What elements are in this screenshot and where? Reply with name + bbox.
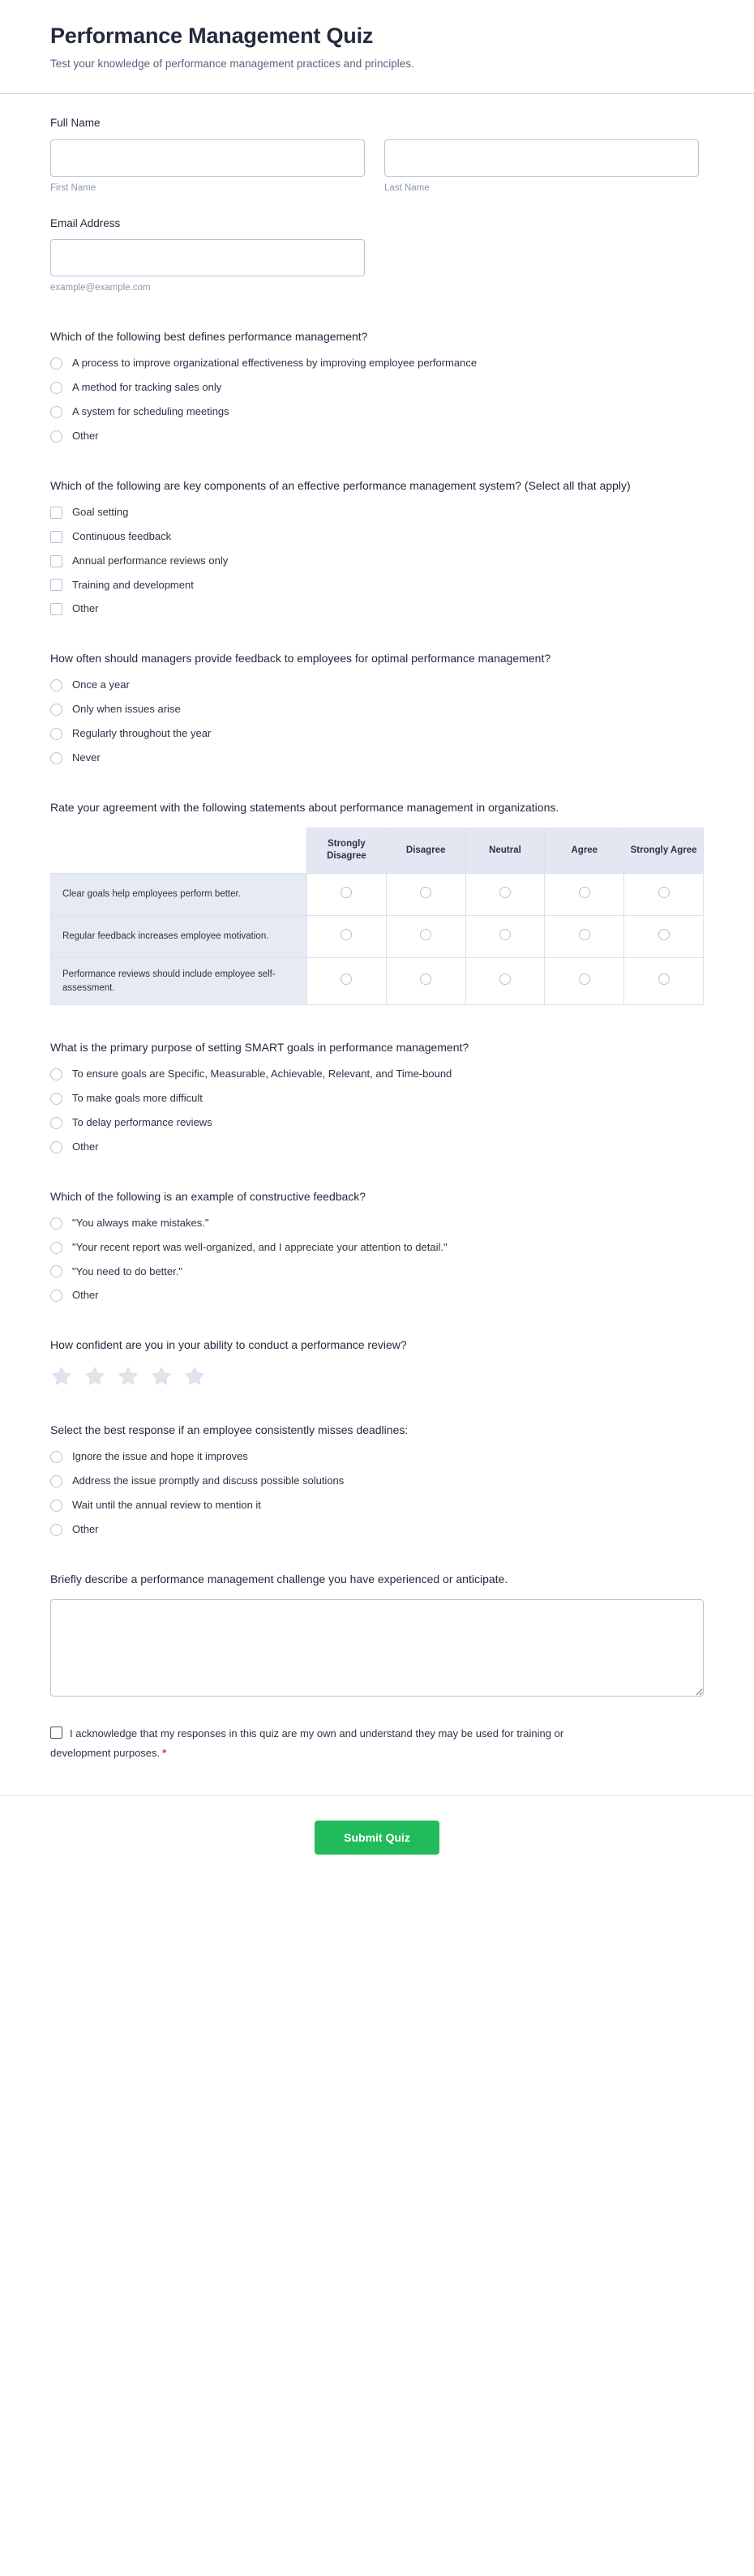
star-rating[interactable] bbox=[50, 1365, 704, 1388]
spacer bbox=[50, 1409, 704, 1422]
option-label: Other bbox=[72, 429, 99, 442]
matrix-row bbox=[51, 957, 704, 1004]
radio-icon[interactable] bbox=[50, 1068, 62, 1080]
form-footer bbox=[0, 1795, 754, 1890]
spacer bbox=[50, 464, 704, 477]
email-input[interactable] bbox=[50, 239, 365, 276]
required-marker: * bbox=[162, 1746, 167, 1759]
radio-icon[interactable] bbox=[658, 973, 670, 985]
radio-option[interactable] bbox=[50, 1499, 704, 1513]
radio-icon[interactable] bbox=[420, 973, 431, 985]
radio-option[interactable] bbox=[50, 1217, 704, 1230]
matrix-cell[interactable] bbox=[465, 957, 545, 1004]
checkbox-icon[interactable] bbox=[50, 555, 62, 567]
option-label: Annual performance reviews only bbox=[72, 554, 229, 567]
matrix-row bbox=[51, 873, 704, 915]
consent-label: I acknowledge that my responses in this quiz are my own and understand they may be used for training or development purposes. bbox=[50, 1727, 564, 1759]
question-label: How confident are you in your ability to conduct a performance review? bbox=[50, 1338, 407, 1352]
question-q5-smart-goals bbox=[50, 1039, 704, 1154]
matrix-column-header: Neutral bbox=[465, 828, 545, 873]
submit-quiz-button[interactable]: Submit Quiz bbox=[315, 1821, 439, 1855]
radio-icon[interactable] bbox=[50, 357, 62, 370]
checkbox-option[interactable] bbox=[50, 554, 704, 568]
option-label: Other bbox=[72, 1523, 99, 1535]
matrix-cell[interactable] bbox=[307, 873, 387, 915]
matrix-cell[interactable] bbox=[386, 915, 465, 957]
radio-icon[interactable] bbox=[420, 887, 431, 898]
matrix-cell[interactable] bbox=[386, 957, 465, 1004]
matrix-row-label: Performance reviews should include employee self-assessment. bbox=[51, 957, 307, 1004]
radio-option[interactable] bbox=[50, 1474, 704, 1488]
option-label: To make goals more difficult bbox=[72, 1092, 203, 1105]
matrix-row-label: Clear goals help employees perform better. bbox=[51, 873, 307, 915]
radio-icon[interactable] bbox=[50, 1242, 62, 1254]
last-name-col bbox=[384, 139, 699, 195]
question-label: What is the primary purpose of setting SMART goals in performance management? bbox=[50, 1041, 469, 1055]
agreement-matrix-table bbox=[50, 828, 704, 1005]
matrix-cell[interactable] bbox=[307, 915, 387, 957]
radio-icon[interactable] bbox=[50, 1290, 62, 1302]
checkbox-icon[interactable] bbox=[50, 579, 62, 591]
choice-list bbox=[50, 1068, 704, 1154]
field-full-name bbox=[50, 115, 704, 195]
radio-option[interactable] bbox=[50, 751, 704, 765]
question-q4-agreement-matrix bbox=[50, 799, 704, 1005]
full-name-label: Full Name bbox=[50, 117, 101, 130]
question-q2-key-components bbox=[50, 477, 704, 616]
radio-option[interactable] bbox=[50, 678, 704, 692]
checkbox-option[interactable] bbox=[50, 506, 704, 520]
last-name-hint: Last Name bbox=[384, 182, 430, 193]
option-label: Wait until the annual review to mention it bbox=[72, 1499, 261, 1512]
radio-icon[interactable] bbox=[50, 679, 62, 691]
star-icon[interactable] bbox=[150, 1365, 173, 1388]
spacer bbox=[50, 637, 704, 650]
radio-option[interactable] bbox=[50, 1068, 704, 1081]
option-label: Continuous feedback bbox=[72, 529, 172, 542]
matrix-cell[interactable] bbox=[545, 957, 624, 1004]
choice-list bbox=[50, 1217, 704, 1303]
radio-option[interactable] bbox=[50, 1523, 704, 1537]
matrix-column-header: Disagree bbox=[386, 828, 465, 873]
radio-option[interactable] bbox=[50, 703, 704, 717]
option-label: "You always make mistakes." bbox=[72, 1216, 209, 1229]
question-label: How often should managers provide feedback to employees for optimal performance management? bbox=[50, 652, 551, 665]
radio-icon[interactable] bbox=[499, 887, 511, 898]
radio-icon[interactable] bbox=[579, 929, 590, 940]
radio-option[interactable] bbox=[50, 1450, 704, 1464]
matrix-corner-cell bbox=[51, 828, 307, 873]
star-icon[interactable] bbox=[84, 1365, 106, 1388]
radio-icon[interactable] bbox=[50, 406, 62, 418]
question-label: Briefly describe a performance management challenge you have experienced or anticipate. bbox=[50, 1572, 508, 1585]
radio-icon[interactable] bbox=[50, 1451, 62, 1463]
question-label: Which of the following best defines performance management? bbox=[50, 330, 368, 344]
option-label: A method for tracking sales only bbox=[72, 381, 222, 394]
matrix-cell[interactable] bbox=[545, 873, 624, 915]
radio-icon[interactable] bbox=[50, 1500, 62, 1512]
option-label: Other bbox=[72, 602, 99, 615]
radio-icon[interactable] bbox=[50, 1117, 62, 1129]
spacer bbox=[50, 1175, 704, 1188]
option-label: Other bbox=[72, 1140, 99, 1153]
radio-icon[interactable] bbox=[50, 1093, 62, 1105]
option-label: Only when issues arise bbox=[72, 703, 181, 716]
question-q1-define-pm bbox=[50, 328, 704, 443]
matrix-cell[interactable] bbox=[465, 873, 545, 915]
matrix-row-label: Regular feedback increases employee motivation. bbox=[51, 915, 307, 957]
radio-icon[interactable] bbox=[658, 887, 670, 898]
option-label: "You need to do better." bbox=[72, 1264, 182, 1277]
radio-option[interactable] bbox=[50, 1116, 704, 1130]
radio-icon[interactable] bbox=[50, 1265, 62, 1277]
matrix-cell[interactable] bbox=[624, 957, 704, 1004]
radio-icon[interactable] bbox=[50, 728, 62, 740]
question-label: Select the best response if an employee consistently misses deadlines: bbox=[50, 1423, 409, 1437]
radio-icon[interactable] bbox=[420, 929, 431, 940]
matrix-column-header: Strongly Disagree bbox=[307, 828, 387, 873]
question-q3-feedback-frequency bbox=[50, 650, 704, 765]
question-q8-missed-deadlines bbox=[50, 1422, 704, 1537]
spacer bbox=[50, 786, 704, 799]
option-label: Address the issue promptly and discuss possible solutions bbox=[72, 1474, 345, 1487]
question-label: Rate your agreement with the following statements about performance management in organizations. bbox=[50, 800, 559, 814]
radio-option[interactable] bbox=[50, 357, 704, 370]
radio-option[interactable] bbox=[50, 727, 704, 741]
checkbox-option[interactable] bbox=[50, 579, 704, 593]
matrix-cell[interactable] bbox=[386, 873, 465, 915]
page-subtitle: Test your knowledge of performance management practices and principles. bbox=[50, 58, 414, 71]
option-label: Goal setting bbox=[72, 505, 129, 518]
star-icon[interactable] bbox=[117, 1365, 139, 1388]
choice-list bbox=[50, 506, 704, 616]
matrix-head bbox=[51, 828, 704, 873]
radio-icon[interactable] bbox=[50, 1524, 62, 1536]
spacer bbox=[50, 1324, 704, 1337]
checkbox-option[interactable] bbox=[50, 530, 704, 544]
challenge-textarea[interactable] bbox=[50, 1599, 704, 1697]
radio-icon[interactable] bbox=[499, 929, 511, 940]
full-name-row bbox=[50, 139, 704, 195]
radio-icon[interactable] bbox=[499, 973, 511, 985]
question-q7-confidence-rating bbox=[50, 1337, 704, 1388]
question-label: Which of the following are key components of an effective performance management system? (Select all that apply) bbox=[50, 478, 631, 492]
matrix-cell[interactable] bbox=[624, 873, 704, 915]
radio-icon[interactable] bbox=[50, 752, 62, 764]
option-label: Never bbox=[72, 751, 101, 764]
choice-list bbox=[50, 678, 704, 765]
matrix-row bbox=[51, 915, 704, 957]
option-label: "Your recent report was well-organized, and I appreciate your attention to detail." bbox=[72, 1240, 448, 1253]
option-label: Regularly throughout the year bbox=[72, 727, 212, 740]
option-label: To delay performance reviews bbox=[72, 1115, 212, 1128]
radio-option[interactable] bbox=[50, 1140, 704, 1154]
radio-icon[interactable] bbox=[579, 973, 590, 985]
radio-option[interactable] bbox=[50, 405, 704, 419]
spacer bbox=[50, 315, 704, 328]
matrix-column-header: Agree bbox=[545, 828, 624, 873]
checkbox-option[interactable] bbox=[50, 602, 704, 616]
choice-list bbox=[50, 1450, 704, 1537]
question-q6-constructive-feedback bbox=[50, 1188, 704, 1303]
consent-checkbox-icon[interactable] bbox=[50, 1727, 62, 1739]
radio-icon[interactable] bbox=[658, 929, 670, 940]
radio-icon[interactable] bbox=[50, 1217, 62, 1230]
radio-icon[interactable] bbox=[50, 430, 62, 443]
option-label: Training and development bbox=[72, 578, 194, 591]
choice-list bbox=[50, 357, 704, 443]
option-label: Other bbox=[72, 1289, 99, 1302]
consent-block bbox=[50, 1724, 704, 1763]
question-q9-challenge-text bbox=[50, 1571, 704, 1697]
checkbox-icon[interactable] bbox=[50, 603, 62, 615]
radio-option[interactable] bbox=[50, 1265, 704, 1279]
checkbox-icon[interactable] bbox=[50, 531, 62, 543]
matrix-cell[interactable] bbox=[545, 915, 624, 957]
field-email bbox=[50, 216, 704, 295]
radio-icon[interactable] bbox=[50, 1141, 62, 1153]
radio-icon[interactable] bbox=[341, 887, 352, 898]
option-label: Once a year bbox=[72, 678, 130, 691]
last-name-input[interactable] bbox=[384, 139, 699, 177]
matrix-header-row bbox=[51, 828, 704, 873]
radio-icon[interactable] bbox=[341, 973, 352, 985]
option-label: To ensure goals are Specific, Measurable, Achievable, Relevant, and Time-bound bbox=[72, 1068, 452, 1080]
radio-icon[interactable] bbox=[50, 704, 62, 716]
matrix-column-header: Strongly Agree bbox=[624, 828, 704, 873]
form-body bbox=[0, 94, 754, 1795]
radio-option[interactable] bbox=[50, 1241, 704, 1255]
consent-row[interactable] bbox=[50, 1724, 602, 1763]
matrix-cell[interactable] bbox=[307, 957, 387, 1004]
option-label: Ignore the issue and hope it improves bbox=[72, 1450, 248, 1463]
matrix-table-wrap bbox=[50, 828, 704, 1005]
radio-option[interactable] bbox=[50, 381, 704, 395]
first-name-hint: First Name bbox=[50, 182, 96, 193]
option-label: A process to improve organizational effectiveness by improving employee performance bbox=[72, 357, 478, 370]
matrix-cell[interactable] bbox=[465, 915, 545, 957]
first-name-input[interactable] bbox=[50, 139, 365, 177]
radio-option[interactable] bbox=[50, 430, 704, 443]
radio-icon[interactable] bbox=[50, 1475, 62, 1487]
matrix-cell[interactable] bbox=[624, 915, 704, 957]
form-header bbox=[0, 0, 754, 94]
radio-icon[interactable] bbox=[50, 382, 62, 394]
option-label: A system for scheduling meetings bbox=[72, 405, 229, 418]
star-icon[interactable] bbox=[50, 1365, 73, 1388]
spacer bbox=[50, 1558, 704, 1571]
email-hint: example@example.com bbox=[50, 283, 151, 293]
email-label: Email Address bbox=[50, 216, 121, 229]
radio-icon[interactable] bbox=[341, 929, 352, 940]
radio-option[interactable] bbox=[50, 1092, 704, 1106]
radio-icon[interactable] bbox=[579, 887, 590, 898]
checkbox-icon[interactable] bbox=[50, 507, 62, 519]
first-name-col bbox=[50, 139, 365, 195]
question-label: Which of the following is an example of constructive feedback? bbox=[50, 1189, 366, 1203]
spacer bbox=[50, 1026, 704, 1039]
radio-option[interactable] bbox=[50, 1289, 704, 1303]
star-icon[interactable] bbox=[183, 1365, 206, 1388]
matrix-body bbox=[51, 873, 704, 1004]
page-title: Performance Management Quiz bbox=[50, 24, 374, 48]
